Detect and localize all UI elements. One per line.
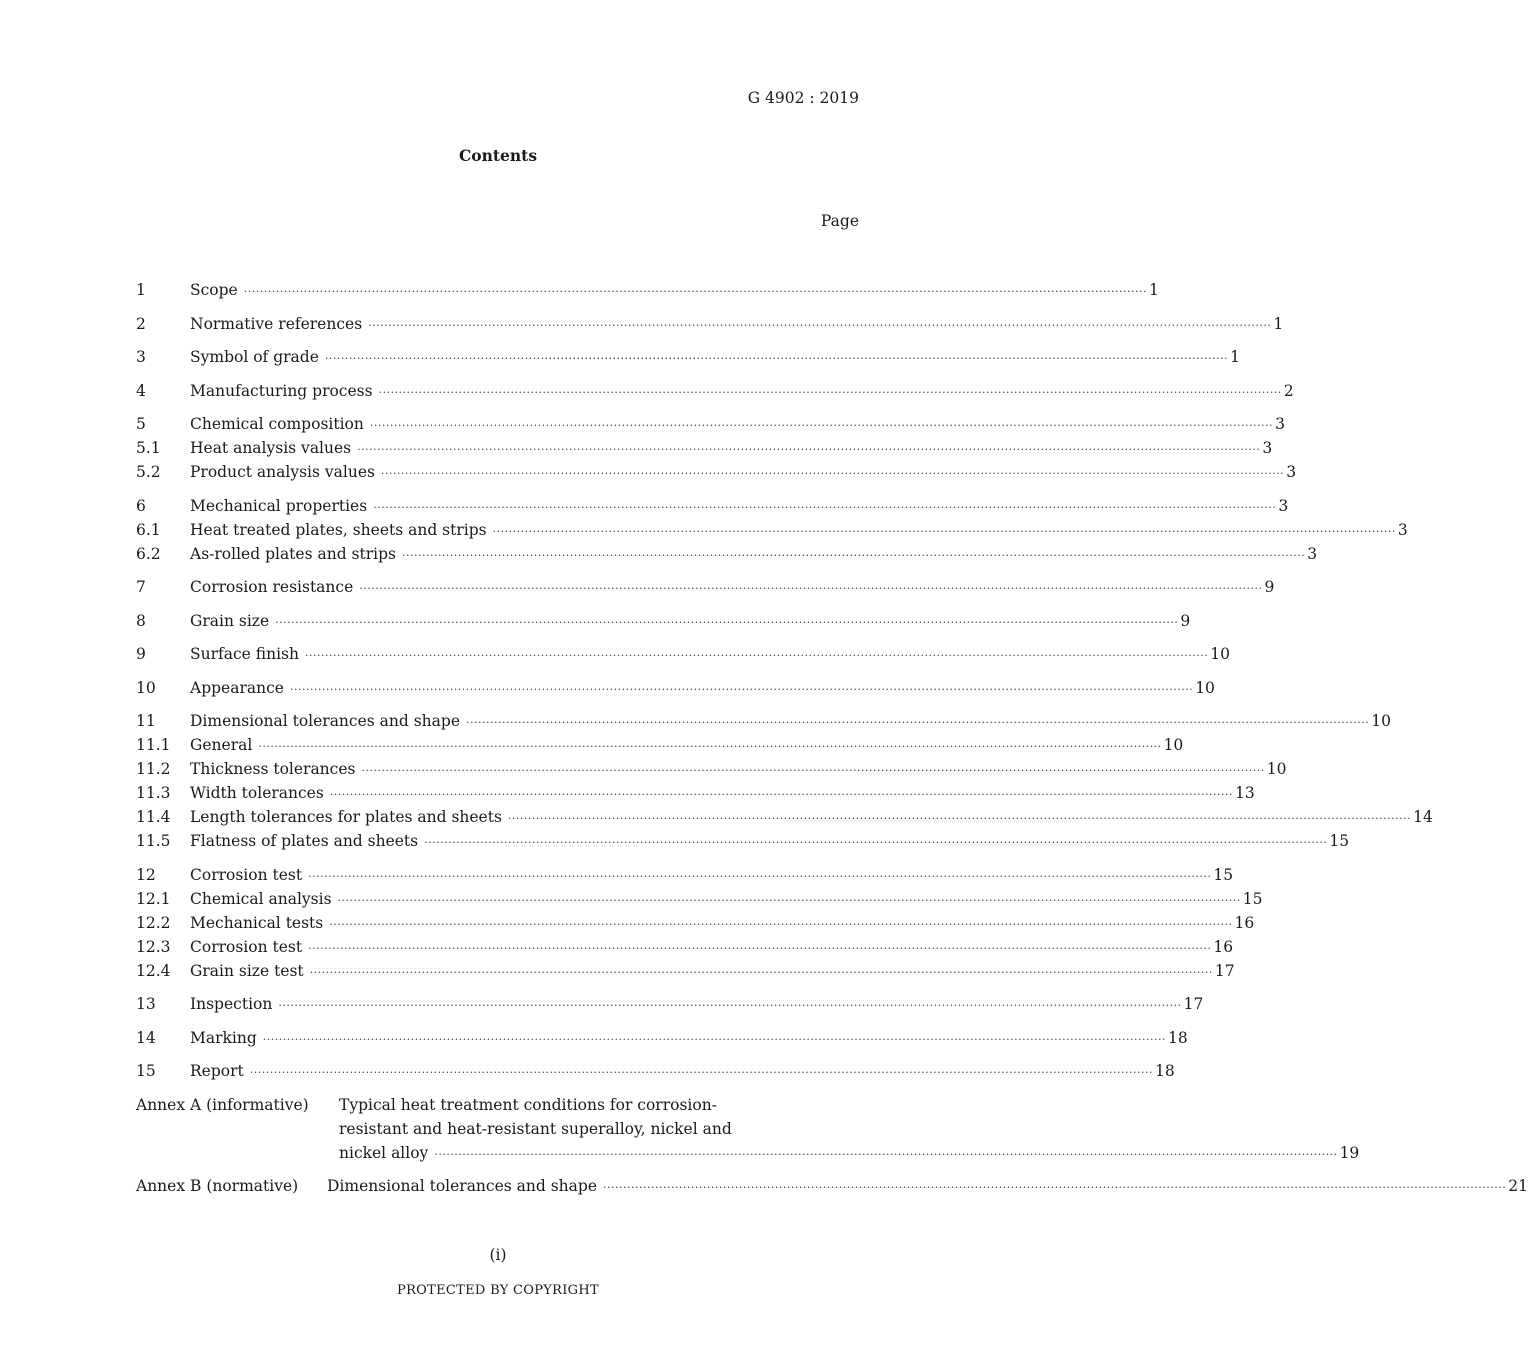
toc-page-number: 10	[1266, 760, 1287, 778]
toc-entry[interactable]	[136, 959, 1235, 983]
toc-page-number: 17	[1183, 995, 1204, 1013]
toc-group	[136, 709, 1433, 853]
toc-group	[136, 992, 1204, 1016]
toc-section-title: Product analysis values	[190, 463, 375, 481]
annex-b-title: Dimensional tolerances and shape	[327, 1176, 597, 1195]
toc-section-title: General	[190, 736, 253, 754]
toc-page-number: 3	[1278, 496, 1289, 515]
toc-page-number: 9	[1264, 578, 1275, 596]
toc-entry[interactable]	[136, 805, 1433, 829]
toc-page-number: 1	[1148, 281, 1159, 299]
toc-page-number: 3	[1262, 439, 1273, 457]
dot-leader	[424, 831, 1327, 855]
toc-entry[interactable]	[136, 575, 1275, 599]
dot-leader	[508, 807, 1411, 831]
toc-group	[136, 676, 1215, 700]
toc-section-number: 12.1	[136, 889, 171, 908]
toc-section-number: 3	[136, 348, 146, 366]
toc-section-title: Corrosion test	[190, 937, 303, 956]
toc-entry[interactable]	[136, 542, 1318, 566]
toc-entry[interactable]	[136, 412, 1285, 436]
toc-section-title: Dimensional tolerances and shape	[190, 712, 460, 730]
copyright-notice: PROTECTED BY COPYRIGHT	[397, 1283, 599, 1298]
toc-page-number: 10	[1195, 678, 1215, 697]
toc-entry[interactable]	[136, 379, 1294, 403]
page-column-label: Page	[820, 212, 859, 230]
toc-entry[interactable]	[136, 863, 1234, 887]
toc-entry[interactable]	[136, 518, 1408, 542]
toc-group	[136, 278, 1159, 302]
toc-section-title: Length tolerances for plates and sheets	[190, 808, 502, 826]
toc-entry[interactable]	[136, 494, 1289, 518]
toc-page-number: 17	[1214, 961, 1235, 980]
dot-leader	[402, 544, 1305, 568]
toc-page-number: 16	[1213, 937, 1234, 956]
dot-leader	[310, 961, 1213, 985]
toc-group	[136, 575, 1275, 599]
dot-leader	[381, 462, 1284, 486]
table-of-contents	[136, 278, 1528, 1198]
toc-page-number: 3	[1275, 415, 1285, 433]
page-title: Contents	[458, 146, 538, 165]
dot-leader	[278, 994, 1181, 1018]
toc-page-number: 16	[1234, 913, 1255, 932]
dot-leader	[275, 611, 1178, 635]
toc-section-number: 6.1	[136, 520, 161, 539]
dot-leader	[250, 1061, 1153, 1085]
toc-entry[interactable]	[136, 935, 1234, 959]
dot-leader	[379, 381, 1282, 405]
toc-section-number: 5	[136, 415, 146, 433]
toc-page-number: 2	[1283, 381, 1294, 400]
toc-section-number: 11.1	[136, 736, 171, 754]
toc-entry[interactable]	[136, 829, 1350, 853]
annex-a-heading: Annex A (informative)	[136, 1095, 309, 1114]
toc-section-number: 11.4	[136, 808, 171, 826]
toc-section-title: Scope	[190, 281, 238, 299]
toc-entry[interactable]	[136, 887, 1263, 911]
dot-leader	[466, 711, 1369, 735]
toc-section-number: 12.2	[136, 913, 171, 932]
page-number: (i)	[489, 1246, 507, 1264]
dot-leader	[493, 520, 1396, 544]
toc-entry[interactable]	[136, 992, 1204, 1016]
toc-page-number: 3	[1307, 544, 1318, 563]
dot-leader	[308, 865, 1211, 889]
toc-section-title: Normative references	[190, 314, 363, 333]
dot-leader	[603, 1176, 1506, 1200]
toc-section-title: Thickness tolerances	[190, 760, 356, 778]
toc-group	[136, 1059, 1175, 1083]
toc-group	[136, 312, 1284, 336]
toc-section-title: Appearance	[190, 678, 284, 697]
toc-page-number: 21	[1508, 1176, 1528, 1195]
toc-section-number: 9	[136, 645, 146, 663]
toc-section-title: Chemical composition	[190, 415, 364, 433]
toc-group	[136, 345, 1240, 369]
toc-page-number: 15	[1329, 832, 1350, 850]
toc-section-title: Corrosion resistance	[190, 578, 354, 596]
dot-leader	[258, 735, 1161, 759]
toc-section-number: 5.2	[136, 463, 161, 481]
toc-section-number: 11.3	[136, 784, 171, 802]
toc-section-number: 10	[136, 678, 156, 697]
toc-entry[interactable]	[136, 345, 1240, 369]
dot-leader	[368, 314, 1271, 338]
toc-section-title: Width tolerances	[190, 784, 324, 802]
toc-section-number: 2	[136, 314, 146, 333]
toc-entry-annex-a[interactable]	[136, 1093, 1360, 1165]
dot-leader	[305, 644, 1208, 668]
dot-leader	[357, 438, 1260, 462]
document-id: G 4902 : 2019	[747, 89, 859, 107]
toc-entry[interactable]	[136, 278, 1159, 302]
toc-section-title: Report	[190, 1062, 244, 1080]
toc-entry[interactable]	[136, 781, 1255, 805]
toc-group	[136, 863, 1263, 983]
toc-section-number: 12	[136, 865, 156, 884]
toc-section-title: Flatness of plates and sheets	[190, 832, 419, 850]
toc-section-number: 12.4	[136, 961, 171, 980]
toc-page-number: 10	[1163, 736, 1184, 754]
toc-section-number: 15	[136, 1062, 156, 1080]
toc-section-number: 14	[136, 1028, 156, 1047]
toc-entry[interactable]	[136, 757, 1287, 781]
toc-section-number: 8	[136, 611, 146, 630]
annex-b-heading: Annex B (normative)	[136, 1176, 299, 1195]
dot-leader	[434, 1143, 1337, 1167]
toc-section-number: 13	[136, 995, 156, 1013]
toc-page-number: 19	[1339, 1143, 1360, 1162]
toc-entry[interactable]	[136, 312, 1284, 336]
toc-section-number: 12.3	[136, 937, 171, 956]
toc-section-number: 11.2	[136, 760, 171, 778]
toc-entry[interactable]	[136, 642, 1230, 666]
toc-page-number: 3	[1397, 520, 1408, 539]
toc-page-number: 13	[1235, 784, 1255, 802]
toc-page-number: 1	[1273, 314, 1284, 333]
toc-section-title: As-rolled plates and strips	[190, 544, 396, 563]
toc-section-title: Marking	[190, 1028, 257, 1047]
toc-entry[interactable]	[136, 676, 1215, 700]
toc-section-title: Heat treated plates, sheets and strips	[190, 520, 487, 539]
toc-group	[136, 609, 1191, 633]
dot-leader	[330, 783, 1233, 807]
toc-section-number: 4	[136, 381, 146, 400]
toc-page-number: 15	[1213, 865, 1234, 884]
toc-section-title: Chemical analysis	[190, 889, 332, 908]
toc-entry[interactable]	[136, 709, 1391, 733]
dot-leader	[325, 347, 1228, 371]
toc-group	[136, 379, 1294, 403]
toc-entry[interactable]	[136, 436, 1273, 460]
toc-page-number: 15	[1242, 889, 1263, 908]
toc-section-title: Grain size test	[190, 961, 304, 980]
toc-section-number: 11.5	[136, 832, 171, 850]
toc-page-number: 18	[1154, 1062, 1175, 1080]
toc-page-number: 18	[1168, 1028, 1188, 1047]
dot-leader	[338, 889, 1241, 913]
toc-section-number: 6	[136, 496, 146, 515]
toc-section-title: Corrosion test	[190, 865, 303, 884]
toc-page-number: 14	[1413, 808, 1433, 826]
toc-section-title: Grain size	[190, 611, 270, 630]
toc-section-title: Manufacturing process	[190, 381, 373, 400]
dot-leader	[263, 1028, 1166, 1052]
dot-leader	[359, 577, 1262, 601]
toc-section-number: 7	[136, 578, 146, 596]
annex-a-title-line: resistant and heat-resistant superalloy, nickel and	[339, 1119, 732, 1138]
dot-leader	[290, 678, 1193, 702]
toc-page-number: 3	[1286, 463, 1297, 481]
toc-section-title: Mechanical tests	[190, 913, 324, 932]
toc-section-title: Heat analysis values	[190, 439, 352, 457]
toc-group	[136, 642, 1230, 666]
toc-section-number: 5.1	[136, 439, 161, 457]
dot-leader	[373, 496, 1276, 520]
toc-entry[interactable]	[136, 733, 1184, 757]
toc-group	[136, 412, 1297, 484]
dot-leader	[361, 759, 1264, 783]
toc-entry[interactable]	[136, 460, 1297, 484]
annex-a-title-line: nickel alloy	[339, 1143, 429, 1162]
toc-entry[interactable]	[136, 609, 1191, 633]
toc-section-number: 1	[136, 281, 146, 299]
toc-group	[136, 1026, 1188, 1050]
toc-page-number: 9	[1180, 611, 1191, 630]
annex-a-title-line: Typical heat treatment conditions for corrosion-	[339, 1095, 717, 1114]
dot-leader	[370, 414, 1273, 438]
toc-section-title: Surface finish	[190, 645, 299, 663]
dot-leader	[244, 280, 1147, 304]
toc-section-title: Mechanical properties	[190, 496, 368, 515]
dot-leader	[308, 937, 1211, 961]
toc-group	[136, 494, 1408, 566]
toc-section-number: 6.2	[136, 544, 161, 563]
toc-entry-annex-b[interactable]	[136, 1174, 1528, 1198]
toc-entry[interactable]	[136, 1026, 1188, 1050]
toc-page-number: 10	[1371, 712, 1391, 730]
toc-section-number: 11	[136, 712, 156, 730]
toc-page-number: 1	[1230, 348, 1240, 366]
toc-page-number: 10	[1210, 645, 1230, 663]
toc-section-title: Inspection	[190, 995, 273, 1013]
dot-leader	[329, 913, 1232, 937]
toc-section-title: Symbol of grade	[190, 348, 319, 366]
toc-entry[interactable]	[136, 911, 1255, 935]
toc-entry[interactable]	[136, 1059, 1175, 1083]
